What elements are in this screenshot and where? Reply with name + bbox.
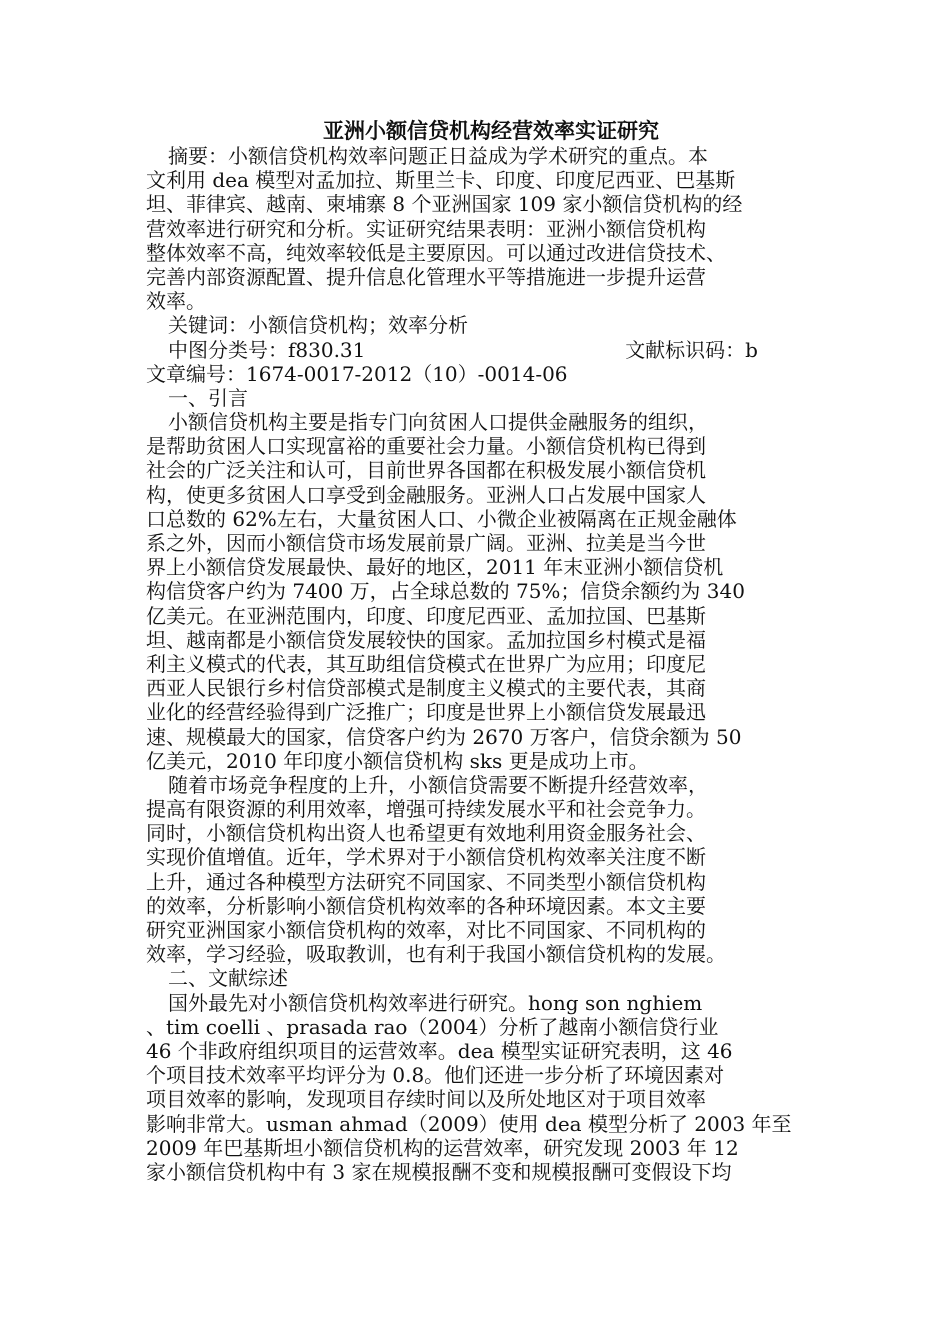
paragraph-line: 项目效率的影响，发现项目存续时间以及所处地区对于项目效率 <box>146 1087 706 1112</box>
paragraph-line: 亿美元。在亚洲范围内，印度、印度尼西亚、孟加拉国、巴基斯 <box>146 603 706 628</box>
document-title: 亚洲小额信贷机构经营效率实证研究 <box>323 118 659 143</box>
paragraph-line: 个项目技术效率平均评分为 0.8。他们还进一步分析了环境因素对 <box>146 1063 725 1088</box>
section-heading: 二、文献综述 <box>168 966 288 991</box>
paragraph-line: 口总数的 62%左右，大量贫困人口、小微企业被隔离在正规金融体 <box>146 506 737 531</box>
paragraph <box>146 773 796 967</box>
document-page <box>146 118 796 1184</box>
paragraph <box>146 410 796 773</box>
classification-number: 中图分类号：f830.31 <box>168 337 366 362</box>
paragraph-line: 亿美元，2010 年印度小额信贷机构 sks 更是成功上市。 <box>146 748 649 773</box>
abstract-line: 摘要：小额信贷机构效率问题正日益成为学术研究的重点。本 <box>168 144 708 168</box>
paragraph-line: 实现价值增值。近年，学术界对于小额信贷机构效率关注度不断 <box>146 845 706 870</box>
paragraph-line: 构信贷客户约为 7400 万，占全球总数的 75%；信贷余额约为 340 <box>146 579 745 604</box>
paragraph-line: 、tim coelli 、prasada rao（2004）分析了越南小额信贷行业 <box>146 1014 719 1039</box>
paragraph-line: 系之外，因而小额信贷市场发展前景广阔。亚洲、拉美是当今世 <box>146 531 706 555</box>
paragraph-line: 界上小额信贷发展最快、最好的地区，2011 年末亚洲小额信贷机 <box>146 555 724 580</box>
paragraph <box>146 991 796 1185</box>
paragraph-line: 效率，学习经验，吸取教训，也有利于我国小额信贷机构的发展。 <box>146 942 726 967</box>
paragraph-line: 46 个非政府组织项目的运营效率。dea 模型实证研究表明，这 46 <box>146 1038 733 1063</box>
paragraph-line: 研究亚洲国家小额信贷机构的效率，对比不同国家、不同机构的 <box>146 918 706 942</box>
paragraph-line: 2009 年巴基斯坦小额信贷机构的运营效率，研究发现 2003 年 12 <box>146 1135 739 1160</box>
paragraph-line: 社会的广泛关注和认可，目前世界各国都在积极发展小额信贷机 <box>146 458 706 483</box>
paragraph-line: 同时，小额信贷机构出资人也希望更有效地利用资金服务社会、 <box>146 821 706 846</box>
article-number: 文章编号：1674-0017-2012（10）-0014-06 <box>146 361 568 386</box>
paragraph-line: 构，使更多贫困人口享受到金融服务。亚洲人口占发展中国家人 <box>146 482 706 507</box>
abstract-line: 效率。 <box>146 289 206 314</box>
paragraph-line: 速、规模最大的国家，信贷客户约为 2670 万客户，信贷余额为 50 <box>146 724 742 749</box>
paragraph-line: 坦、越南都是小额信贷发展较快的国家。孟加拉国乡村模式是福 <box>146 627 706 652</box>
document-code: 文献标识码：b <box>625 337 758 362</box>
abstract-line: 文利用 dea 模型对孟加拉、斯里兰卡、印度、印度尼西亚、巴基斯 <box>146 168 736 193</box>
keywords: 关键词：小额信贷机构；效率分析 <box>168 313 468 338</box>
paragraph-line: 影响非常大。usman ahmad（2009）使用 dea 模型分析了 2003 年至 <box>146 1111 792 1136</box>
paragraph-line: 国外最先对小额信贷机构效率进行研究。hong son nghiem <box>168 990 703 1015</box>
paragraph-line: 小额信贷机构主要是指专门向贫困人口提供金融服务的组织， <box>168 410 708 435</box>
classification-row <box>146 338 796 362</box>
paragraph-line: 业化的经营经验得到广泛推广；印度是世界上小额信贷发展最迅 <box>146 700 706 725</box>
paragraph-line: 西亚人民银行乡村信贷部模式是制度主义模式的主要代表，其商 <box>146 676 706 701</box>
paragraph-line: 上升，通过各种模型方法研究不同国家、不同类型小额信贷机构 <box>146 869 706 894</box>
paragraph-line: 提高有限资源的利用效率，增强可持续发展水平和社会竞争力。 <box>146 797 706 822</box>
abstract-line: 整体效率不高，纯效率较低是主要原因。可以通过改进信贷技术、 <box>146 240 726 265</box>
paragraph-line: 随着市场竞争程度的上升，小额信贷需要不断提升经营效率， <box>168 772 708 797</box>
abstract <box>146 144 796 313</box>
section-heading: 一、引言 <box>168 385 248 410</box>
abstract-line: 完善内部资源配置、提升信息化管理水平等措施进一步提升运营 <box>146 264 706 289</box>
abstract-line: 营效率进行研究和分析。实证研究结果表明：亚洲小额信贷机构 <box>146 216 706 241</box>
paragraph-line: 是帮助贫困人口实现富裕的重要社会力量。小额信贷机构已得到 <box>146 434 706 459</box>
paragraph-line: 的效率，分析影响小额信贷机构效率的各种环境因素。本文主要 <box>146 893 706 918</box>
paragraph-line: 利主义模式的代表，其互助组信贷模式在世界广为应用；印度尼 <box>146 651 706 676</box>
abstract-line: 坦、菲律宾、越南、柬埔寨 8 个亚洲国家 109 家小额信贷机构的经 <box>146 192 743 217</box>
paragraph-line: 家小额信贷机构中有 3 家在规模报酬不变和规模报酬可变假设下均 <box>146 1159 732 1184</box>
